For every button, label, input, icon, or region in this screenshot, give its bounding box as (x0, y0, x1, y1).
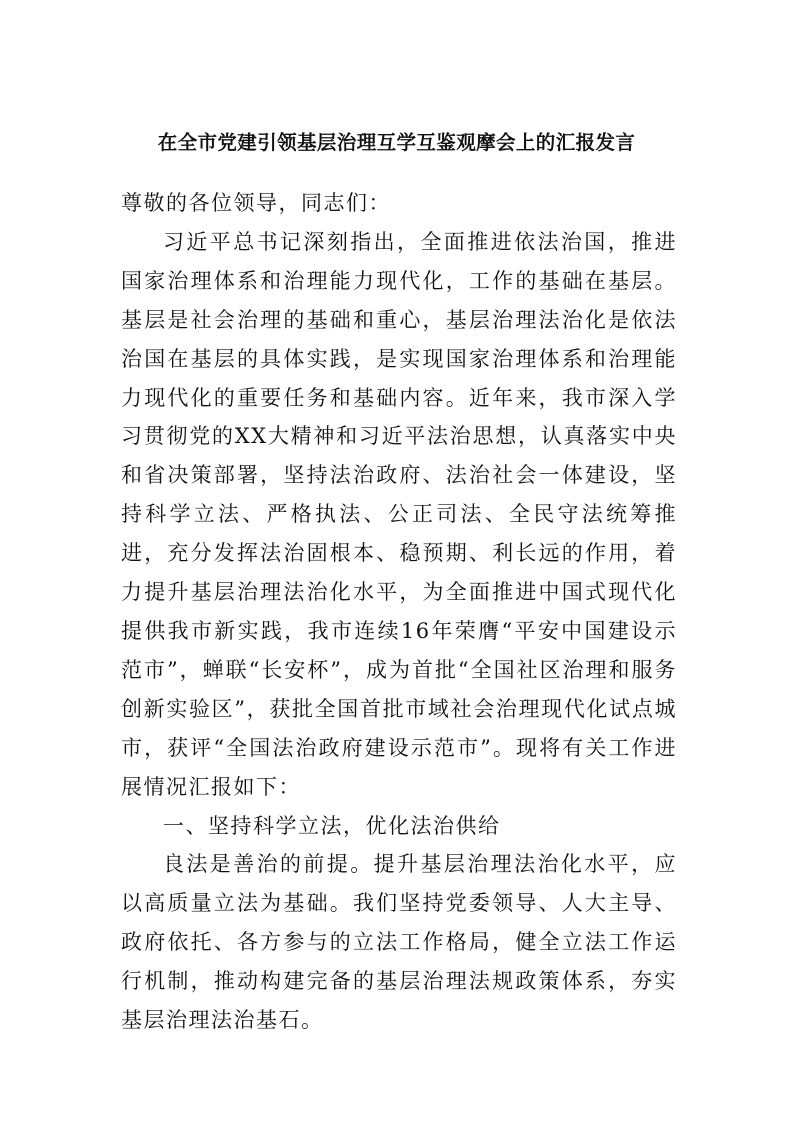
salutation: 尊敬的各位领导，同志们： (121, 191, 391, 215)
section-paragraph: 良法是善治的前提。提升基层治理法治化水平，应以高质量立法为基础。我们坚持党委领导、人大主导、政府依托、各方参与的立法工作格局，健全立法工作运行机制，推动构建完备的基层治理法规政策体系，夯实基层治理法治基石。 (121, 852, 677, 1033)
section-heading: 一、坚持科学立法，优化法治供给 (163, 813, 501, 838)
intro-paragraph: 习近平总书记深刻指出，全面推进依法治国，推进国家治理体系和治理能力现代化，工作的基础在基层。基层是社会治理的基础和重心，基层治理法治化是依法治国在基层的具体实践，是实现国家治理体系和治理能力现代化的重要任务和基础内容。近年来，我市深入学习贯彻党的XX大精神和习近平法治思想，认真落实中央和省决策部署，坚持法治政府、法治社会一体建设，坚持科学立法、严格执法、公正司法、全民守法统筹推进，充分发挥法治固根本、稳预期、利长远的作用，着力提升基层治理法治化水平，为全面推进中国式现代化提供我市新实践，我市连续16年荣膺“平安中国建设示范市”，蝉联“长安杯”，成为首批“全国社区治理和服务创新实验区”，获批全国首批市域社会治理现代化试点城市，获评“全国法治政府建设示范市”。现将有关工作进展情况汇报如下： (121, 229, 677, 799)
document-body (121, 184, 677, 1040)
document-title: 在全市党建引领基层治理互学互鉴观摩会上的汇报发言 (157, 131, 636, 154)
